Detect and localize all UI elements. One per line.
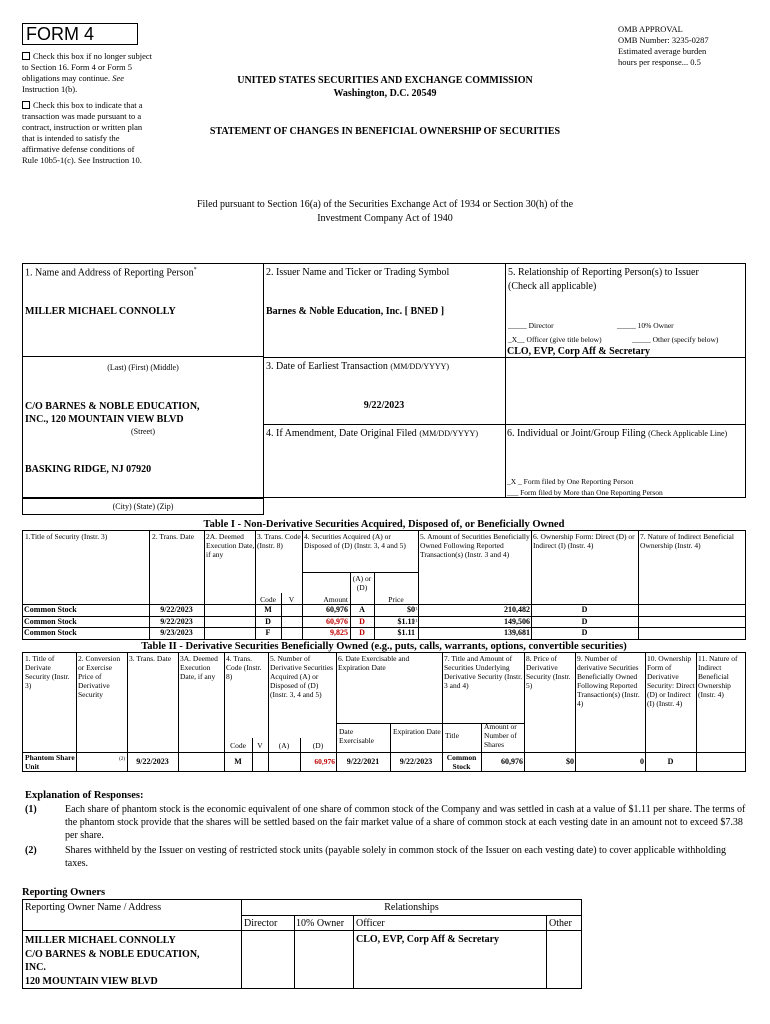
t2-sub-a: (A) xyxy=(278,741,290,750)
t2-row-underlying-title: Common Stock xyxy=(446,753,477,771)
t2-col-nature: 11. Nature of Indirect Beneficial Ownership (Instr. 4) xyxy=(698,654,738,699)
t1-row-form: D xyxy=(581,628,588,637)
t1-col-ownership-form: 6. Ownership Form: Direct (D) or Indirect (I) (Instr. 4) xyxy=(533,532,635,550)
director-checkline[interactable]: _____ Director xyxy=(508,321,554,330)
t2-sub-v: V xyxy=(257,741,263,750)
t2-row-title: Phantom Share Unit xyxy=(25,753,75,771)
label-individual-joint: 6. Individual or Joint/Group Filing (Check Applicable Line) xyxy=(507,428,728,439)
label-reporting-person: 1. Name and Address of Reporting Person* xyxy=(25,267,197,279)
reporting-owners-heading: Reporting Owners xyxy=(22,887,106,898)
t2-col-deemed: 3A. Deemed Execution Date, if any xyxy=(180,654,218,681)
other-checkline[interactable]: _____ Other (specify below) xyxy=(632,335,719,344)
form-more-persons[interactable]: ___ Form filed by More than One Reporting Person xyxy=(507,488,663,497)
t1-row-price: $1.11 xyxy=(397,617,415,626)
t2-row-expiration: 9/22/2023 xyxy=(399,757,433,766)
t2-row-date: 9/22/2023 xyxy=(136,757,169,766)
officer-checkline[interactable]: _X__ Officer (give title below) xyxy=(508,335,602,344)
t2-sub-title: Title xyxy=(445,731,459,740)
t1-sub-aord: (A) or (D) xyxy=(352,574,372,592)
t2-col-conversion: 2. Conversion or Exercise Price of Derivative Security xyxy=(78,654,121,699)
commission-name: UNITED STATES SECURITIES AND EXCHANGE COMMISSION xyxy=(237,75,533,86)
t1-row-owned: 139,681 xyxy=(504,628,530,637)
t2-row-disposed: 60,976 xyxy=(314,757,335,766)
t2-row-price: $0 xyxy=(566,757,574,766)
t1-col-acquired: 4. Securities Acquired (A) or Disposed of (D) (Instr. 3, 4 and 5) xyxy=(304,532,406,550)
label-issuer: 2. Issuer Name and Ticker or Trading Symbol xyxy=(266,267,450,278)
statement-title: STATEMENT OF CHANGES IN BENEFICIAL OWNERSHIP OF SECURITIES xyxy=(209,126,561,137)
t1-col-nature: 7. Nature of Indirect Beneficial Ownership (Instr. 4) xyxy=(640,532,734,550)
footnote-1-mark: (1) xyxy=(25,804,37,815)
table1-title: Table I - Non-Derivative Securities Acquired, Disposed of, or Beneficially Owned xyxy=(203,519,565,530)
t1-row-date: 9/23/2023 xyxy=(160,628,193,637)
t1-sub-amount: Amount xyxy=(323,595,348,604)
ten-pct-checkline[interactable]: _____ 10% Owner xyxy=(617,321,674,330)
t1-col-code: 3. Trans. Code (Instr. 8) xyxy=(257,532,301,550)
check2-text: Check this box to indicate that a transaction was made pursuant to a contract, instruction or written plan that is intended to satisfy the affirmative defense conditions of Rule 10b5-1(c). See Instruction 10. xyxy=(22,100,143,165)
t2-col-exercisable: 6. Date Exercisable and Expiration Date xyxy=(338,654,410,672)
commission-city: Washington, D.C. 20549 xyxy=(333,88,437,99)
t1-row-code: D xyxy=(265,617,271,626)
t1-col-title: 1.Title of Security (Instr. 3) xyxy=(25,532,108,541)
t1-col-deemed: 2A. Deemed Execution Date, if any xyxy=(206,532,255,559)
omb-approval: OMB APPROVAL OMB Number: 3235-0287 Estimated average burden hours per response... 0.5 xyxy=(618,24,709,67)
t2-sub-d: (D) xyxy=(312,741,324,750)
t2-col-number: 5. Number of Derivative Securities Acquired (A) or Disposed of (D) (Instr. 3, 4 and 5) xyxy=(270,654,334,699)
t1-row-date: 9/22/2023 xyxy=(160,617,193,626)
checkbox-rule-10b5-1[interactable] xyxy=(22,101,30,109)
t1-row-aord: D xyxy=(359,617,365,626)
footnote-2-mark: (2) xyxy=(25,845,37,856)
owners-col-relationships: Relationships xyxy=(384,902,439,913)
t1-col-date: 2. Trans. Date xyxy=(152,532,195,541)
street-label: (Street) xyxy=(131,427,155,436)
t1-row-title: Common Stock xyxy=(24,628,77,637)
explanation-heading: Explanation of Responses: xyxy=(25,790,144,801)
owner-name-address: MILLER MICHAEL CONNOLLY C/O BARNES & NOBLE EDUCATION, INC. 120 MOUNTAIN VIEW BLVD xyxy=(25,935,200,987)
officer-title: CLO, EVP, Corp Aff & Secretary xyxy=(507,346,651,357)
owners-col-name: Reporting Owner Name / Address xyxy=(25,902,162,913)
issuer-name: Barnes & Noble Education, Inc. [ BNED ] xyxy=(266,306,445,317)
t1-row-amount: 9,825 xyxy=(330,628,348,637)
t2-col-ownership-form: 10. Ownership Form of Derivative Security: Direct (D) or Indirect (I) (Instr. 4) xyxy=(647,654,695,708)
form-title: FORM 4 xyxy=(22,23,138,45)
t1-row-aord: D xyxy=(359,628,365,637)
check-box-section16: Check this box if no longer subject to Section 16. Form 4 or Form 5 obligations may continue. See Instruction 1(b). xyxy=(22,51,152,94)
t2-col-title: 1. Title of Derivate Security (Instr. 3) xyxy=(25,654,70,690)
last-first-middle: (Last) (First) (Middle) xyxy=(107,363,179,372)
owners-col-officer: Officer xyxy=(356,918,385,929)
t1-row-amount: 60,976 xyxy=(326,617,348,626)
owners-col-other: Other xyxy=(549,918,572,929)
t2-col-date: 3. Trans. Date xyxy=(129,654,172,663)
t2-row-shares: 60,976 xyxy=(501,757,523,766)
t2-row-exercisable: 9/22/2021 xyxy=(346,757,380,766)
t1-row-title: Common Stock xyxy=(24,605,77,614)
footnote-1-text: Each share of phantom stock is the economic equivalent of one share of common stock of the Company and was settled in cash at a value of $1.11 per share. The terms of the phantom stock provide that the shares will be settled based on the fair market value of a share of common stock at each vesting date in an amount not to exceed $7.38 per share. xyxy=(65,804,746,841)
city-state-zip-label: (City) (State) (Zip) xyxy=(112,502,174,511)
t2-sub-code: Code xyxy=(230,741,246,750)
owners-col-ten-pct: 10% Owner xyxy=(296,918,345,929)
t2-row-owned: 0 xyxy=(640,757,644,766)
t2-sub-expiration: Expiration Date xyxy=(393,727,441,736)
t2-col-code: 4. Trans. Code (Instr. 8) xyxy=(226,654,262,681)
footnote-2-text: Shares withheld by the Issuer on vesting of restricted stock units (payable solely in common stock of the Issuer on each vesting date) to cover applicable withholding taxes. xyxy=(65,845,726,869)
label-relationship: 5. Relationship of Reporting Person(s) to Issuer (Check all applicable) xyxy=(508,267,699,292)
t2-row-code: M xyxy=(234,757,242,766)
t1-row-aord: A xyxy=(359,605,365,614)
t1-row-date: 9/22/2023 xyxy=(160,605,193,614)
t2-col-price: 8. Price of Derivative Security (Instr. 5) xyxy=(526,654,571,690)
t2-sub-shares: Amount or Number of Shares xyxy=(484,722,517,749)
t1-row-form: D xyxy=(581,617,588,626)
label-amendment: 4. If Amendment, Date Original Filed (MM/DD/YYYY) xyxy=(266,428,478,439)
t1-row-code: F xyxy=(265,628,271,637)
table2-title: Table II - Derivative Securities Beneficially Owned (e.g., puts, calls, warrants, options, convertible securities) xyxy=(141,641,627,652)
t1-row-title: Common Stock xyxy=(24,617,77,626)
label-earliest-transaction: 3. Date of Earliest Transaction (MM/DD/YYYY) xyxy=(266,361,450,372)
t1-sub-price: Price xyxy=(388,595,404,604)
t1-row-amount: 60,976 xyxy=(326,605,348,614)
t1-row-form: D xyxy=(581,605,588,614)
reporting-person-name: MILLER MICHAEL CONNOLLY xyxy=(25,306,176,317)
t1-row-price-footnote: (1) xyxy=(414,606,420,611)
check-box-rule10b5 xyxy=(22,100,152,166)
t1-col-amount-owned: 5. Amount of Securities Beneficially Owned Following Reported Transaction(s) (Instr. 3 and 4) xyxy=(420,532,530,559)
t1-row-price: $0 xyxy=(407,605,415,614)
form-one-person[interactable]: _X _ Form filed by One Reporting Person xyxy=(507,477,634,486)
t1-sub-code: Code xyxy=(260,595,276,604)
t2-row-conversion-footnote: (2) xyxy=(119,757,125,762)
city-state-zip-value: BASKING RIDGE, NJ 07920 xyxy=(25,464,152,475)
earliest-transaction-date: 9/22/2023 xyxy=(363,400,405,411)
checkbox-no-longer-subject[interactable] xyxy=(22,52,30,60)
t1-sub-v: V xyxy=(288,595,295,604)
t2-col-owned: 9. Number of derivative Securities Beneficially Owned Following Reported Transaction(s) (Instr. 4) xyxy=(577,654,640,708)
reporting-person-box xyxy=(22,263,746,498)
t1-row-code: M xyxy=(264,605,272,614)
t1-row-price: $1.11 xyxy=(397,628,415,637)
t2-col-underlying: 7. Title and Amount of Securities Underlying Derivative Security (Instr. 3 and 4) xyxy=(444,654,523,690)
t2-row-form: D xyxy=(667,757,674,766)
owners-col-director: Director xyxy=(244,918,278,929)
t1-row-owned: 210,482 xyxy=(504,605,530,614)
reporting-address: C/O BARNES & NOBLE EDUCATION, INC., 120 MOUNTAIN VIEW BLVD xyxy=(25,401,200,425)
t1-row-price-footnote: (1) xyxy=(414,618,420,623)
t1-row-owned: 149,506 xyxy=(504,617,530,626)
filed-pursuant: Filed pursuant to Section 16(a) of the Securities Exchange Act of 1934 or Section 30(h) of the Investment Company Act of 1940 xyxy=(196,199,574,224)
t2-sub-exercisable: Date Exercisable xyxy=(339,727,374,745)
check1-text: Check this box if no longer subject to Section 16. Form 4 or Form 5 obligations may continue. xyxy=(22,51,152,83)
owner-officer-title: CLO, EVP, Corp Aff & Secretary xyxy=(356,934,500,945)
